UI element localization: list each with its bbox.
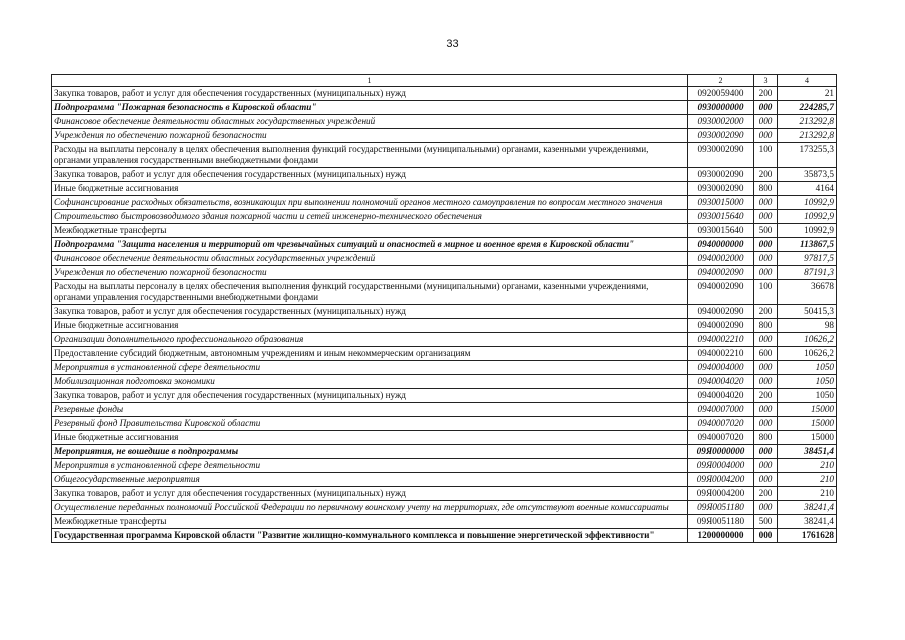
row-sum-cell: 15000 xyxy=(778,431,837,445)
row-sum-cell: 1761628 xyxy=(778,529,837,543)
row-sum-cell: 210 xyxy=(778,459,837,473)
row-name-cell: Общегосударственные мероприятия xyxy=(52,473,688,487)
table-row xyxy=(52,431,837,445)
row-name-cell: Закупка товаров, работ и услуг для обеспечения государственных (муниципальных) нужд xyxy=(52,389,688,403)
table-row xyxy=(52,319,837,333)
row-code-cell: 0930002090 xyxy=(688,182,754,196)
row-code-cell: 09Я0051180 xyxy=(688,501,754,515)
table-header-row xyxy=(52,75,837,87)
table-row xyxy=(52,361,837,375)
row-sum-cell: 210 xyxy=(778,473,837,487)
row-code-cell: 0940000000 xyxy=(688,238,754,252)
table-row xyxy=(52,280,837,305)
row-name-cell: Подпрограмма "Защита населения и территорий от чрезвычайных ситуаций и опасностей в мирное и военное время в Кировской области" xyxy=(52,238,688,252)
row-name-cell: Закупка товаров, работ и услуг для обеспечения государственных (муниципальных) нужд xyxy=(52,87,688,101)
row-code-cell: 0940002090 xyxy=(688,319,754,333)
row-sum-cell: 15000 xyxy=(778,417,837,431)
table-row xyxy=(52,115,837,129)
row-expense-type-cell: 000 xyxy=(754,403,778,417)
row-name-cell: Расходы на выплаты персоналу в целях обеспечения выполнения функций государственными (муниципальными) органами, казенными учреждениями, органами управления государственными внебюджетными фондами xyxy=(52,280,688,305)
table-row xyxy=(52,266,837,280)
row-sum-cell: 1050 xyxy=(778,361,837,375)
row-sum-cell: 173255,3 xyxy=(778,143,837,168)
table-row xyxy=(52,143,837,168)
table-row xyxy=(52,210,837,224)
row-code-cell: 0930015640 xyxy=(688,224,754,238)
page-number: 33 xyxy=(446,38,459,50)
row-expense-type-cell: 200 xyxy=(754,487,778,501)
row-name-cell: Мероприятия, не вошедшие в подпрограммы xyxy=(52,445,688,459)
row-name-cell: Учреждения по обеспечению пожарной безопасности xyxy=(52,266,688,280)
table-row xyxy=(52,501,837,515)
row-sum-cell: 38451,4 xyxy=(778,445,837,459)
row-name-cell: Предоставление субсидий бюджетным, автономным учреждениям и иным некоммерческим организациям xyxy=(52,347,688,361)
row-name-cell: Межбюджетные трансферты xyxy=(52,224,688,238)
row-expense-type-cell: 000 xyxy=(754,238,778,252)
row-expense-type-cell: 500 xyxy=(754,224,778,238)
row-sum-cell: 97817,5 xyxy=(778,252,837,266)
table-row xyxy=(52,333,837,347)
row-sum-cell: 10992,9 xyxy=(778,224,837,238)
header-col-2: 2 xyxy=(688,75,754,87)
row-code-cell: 0940007020 xyxy=(688,417,754,431)
row-expense-type-cell: 000 xyxy=(754,529,778,543)
row-name-cell: Резервные фонды xyxy=(52,403,688,417)
row-name-cell: Государственная программа Кировской области "Развитие жилищно-коммунального комплекса и повышение энергетической эффективности" xyxy=(52,529,688,543)
row-code-cell: 09Я0004200 xyxy=(688,487,754,501)
row-name-cell: Межбюджетные трансферты xyxy=(52,515,688,529)
table-row xyxy=(52,445,837,459)
row-sum-cell: 87191,3 xyxy=(778,266,837,280)
row-code-cell: 09Я0051180 xyxy=(688,515,754,529)
table-row xyxy=(52,168,837,182)
row-sum-cell: 10992,9 xyxy=(778,196,837,210)
row-code-cell: 09Я0004000 xyxy=(688,459,754,473)
row-code-cell: 0930002090 xyxy=(688,129,754,143)
row-name-cell: Закупка товаров, работ и услуг для обеспечения государственных (муниципальных) нужд xyxy=(52,305,688,319)
row-expense-type-cell: 000 xyxy=(754,459,778,473)
row-sum-cell: 98 xyxy=(778,319,837,333)
row-name-cell: Осуществление переданных полномочий Российской Федерации по первичному воинскому учету на территориях, где отсутствуют военные комиссариаты xyxy=(52,501,688,515)
row-name-cell: Софинансирование расходных обязательств, возникающих при выполнении полномочий органов местного самоуправления по вопросам местного значения xyxy=(52,196,688,210)
row-name-cell: Иные бюджетные ассигнования xyxy=(52,182,688,196)
row-code-cell: 0930002090 xyxy=(688,143,754,168)
row-sum-cell: 50415,3 xyxy=(778,305,837,319)
row-expense-type-cell: 200 xyxy=(754,87,778,101)
row-sum-cell: 210 xyxy=(778,487,837,501)
row-sum-cell: 224285,7 xyxy=(778,101,837,115)
row-expense-type-cell: 000 xyxy=(754,445,778,459)
row-expense-type-cell: 000 xyxy=(754,501,778,515)
row-expense-type-cell: 800 xyxy=(754,182,778,196)
row-expense-type-cell: 500 xyxy=(754,515,778,529)
row-name-cell: Мобилизационная подготовка экономики xyxy=(52,375,688,389)
row-code-cell: 0940007020 xyxy=(688,431,754,445)
row-sum-cell: 213292,8 xyxy=(778,129,837,143)
row-sum-cell: 36678 xyxy=(778,280,837,305)
row-sum-cell: 1050 xyxy=(778,389,837,403)
row-sum-cell: 1050 xyxy=(778,375,837,389)
table-row xyxy=(52,389,837,403)
table-row xyxy=(52,238,837,252)
row-name-cell: Закупка товаров, работ и услуг для обеспечения государственных (муниципальных) нужд xyxy=(52,487,688,501)
row-name-cell: Расходы на выплаты персоналу в целях обеспечения выполнения функций государственными (муниципальными) органами, казенными учреждениями, органами управления государственными внебюджетными фондами xyxy=(52,143,688,168)
row-expense-type-cell: 200 xyxy=(754,305,778,319)
row-code-cell: 0930000000 xyxy=(688,101,754,115)
row-expense-type-cell: 000 xyxy=(754,473,778,487)
row-code-cell: 0940002090 xyxy=(688,305,754,319)
row-name-cell: Мероприятия в установленной сфере деятельности xyxy=(52,361,688,375)
row-sum-cell: 10992,9 xyxy=(778,210,837,224)
table-row xyxy=(52,196,837,210)
row-expense-type-cell: 100 xyxy=(754,143,778,168)
row-expense-type-cell: 000 xyxy=(754,375,778,389)
row-name-cell: Организации дополнительного профессионального образования xyxy=(52,333,688,347)
row-sum-cell: 35873,5 xyxy=(778,168,837,182)
row-code-cell: 09Я0000000 xyxy=(688,445,754,459)
row-sum-cell: 38241,4 xyxy=(778,501,837,515)
row-sum-cell: 213292,8 xyxy=(778,115,837,129)
row-code-cell: 0940007000 xyxy=(688,403,754,417)
row-expense-type-cell: 000 xyxy=(754,129,778,143)
row-code-cell: 0930002000 xyxy=(688,115,754,129)
table-row xyxy=(52,403,837,417)
row-sum-cell: 21 xyxy=(778,87,837,101)
row-code-cell: 0940002000 xyxy=(688,252,754,266)
row-name-cell: Мероприятия в установленной сфере деятельности xyxy=(52,459,688,473)
row-code-cell: 09Я0004200 xyxy=(688,473,754,487)
table-row xyxy=(52,252,837,266)
table-row xyxy=(52,87,837,101)
row-code-cell: 0940004020 xyxy=(688,375,754,389)
table-row xyxy=(52,529,837,543)
table-row xyxy=(52,375,837,389)
row-name-cell: Закупка товаров, работ и услуг для обеспечения государственных (муниципальных) нужд xyxy=(52,168,688,182)
row-sum-cell: 38241,4 xyxy=(778,515,837,529)
row-expense-type-cell: 000 xyxy=(754,101,778,115)
table-row xyxy=(52,459,837,473)
row-expense-type-cell: 100 xyxy=(754,280,778,305)
row-name-cell: Иные бюджетные ассигнования xyxy=(52,431,688,445)
table-row xyxy=(52,224,837,238)
row-code-cell: 0940002090 xyxy=(688,280,754,305)
row-code-cell: 0940004020 xyxy=(688,389,754,403)
table-row xyxy=(52,487,837,501)
row-expense-type-cell: 000 xyxy=(754,333,778,347)
row-expense-type-cell: 000 xyxy=(754,361,778,375)
row-code-cell: 0930002090 xyxy=(688,168,754,182)
row-sum-cell: 10626,2 xyxy=(778,347,837,361)
row-expense-type-cell: 600 xyxy=(754,347,778,361)
row-expense-type-cell: 000 xyxy=(754,417,778,431)
budget-table xyxy=(51,74,837,543)
row-name-cell: Учреждения по обеспечению пожарной безопасности xyxy=(52,129,688,143)
row-name-cell: Финансовое обеспечение деятельности областных государственных учреждений xyxy=(52,115,688,129)
row-expense-type-cell: 800 xyxy=(754,431,778,445)
row-code-cell: 0930015640 xyxy=(688,210,754,224)
row-expense-type-cell: 200 xyxy=(754,168,778,182)
row-sum-cell: 10626,2 xyxy=(778,333,837,347)
row-expense-type-cell: 000 xyxy=(754,115,778,129)
table-row xyxy=(52,129,837,143)
row-expense-type-cell: 000 xyxy=(754,252,778,266)
row-sum-cell: 113867,5 xyxy=(778,238,837,252)
row-expense-type-cell: 000 xyxy=(754,196,778,210)
row-code-cell: 0920059400 xyxy=(688,87,754,101)
header-col-4: 4 xyxy=(778,75,837,87)
table-row xyxy=(52,305,837,319)
row-sum-cell: 15000 xyxy=(778,403,837,417)
row-expense-type-cell: 200 xyxy=(754,389,778,403)
table-row xyxy=(52,515,837,529)
row-code-cell: 0940004000 xyxy=(688,361,754,375)
table-row xyxy=(52,182,837,196)
row-code-cell: 0940002210 xyxy=(688,347,754,361)
row-sum-cell: 4164 xyxy=(778,182,837,196)
header-col-3: 3 xyxy=(754,75,778,87)
row-name-cell: Подпрограмма "Пожарная безопасность в Кировской области" xyxy=(52,101,688,115)
row-expense-type-cell: 800 xyxy=(754,319,778,333)
row-code-cell: 1200000000 xyxy=(688,529,754,543)
table-row xyxy=(52,101,837,115)
row-name-cell: Строительство быстровозводимого здания пожарной части и сетей инженерно-технического обеспечения xyxy=(52,210,688,224)
row-expense-type-cell: 000 xyxy=(754,266,778,280)
row-code-cell: 0940002210 xyxy=(688,333,754,347)
row-code-cell: 0930015000 xyxy=(688,196,754,210)
row-code-cell: 0940002090 xyxy=(688,266,754,280)
table-row xyxy=(52,473,837,487)
table-row xyxy=(52,417,837,431)
header-col-1: 1 xyxy=(52,75,688,87)
row-name-cell: Иные бюджетные ассигнования xyxy=(52,319,688,333)
row-name-cell: Финансовое обеспечение деятельности областных государственных учреждений xyxy=(52,252,688,266)
table-row xyxy=(52,347,837,361)
row-expense-type-cell: 000 xyxy=(754,210,778,224)
row-name-cell: Резервный фонд Правительства Кировской области xyxy=(52,417,688,431)
